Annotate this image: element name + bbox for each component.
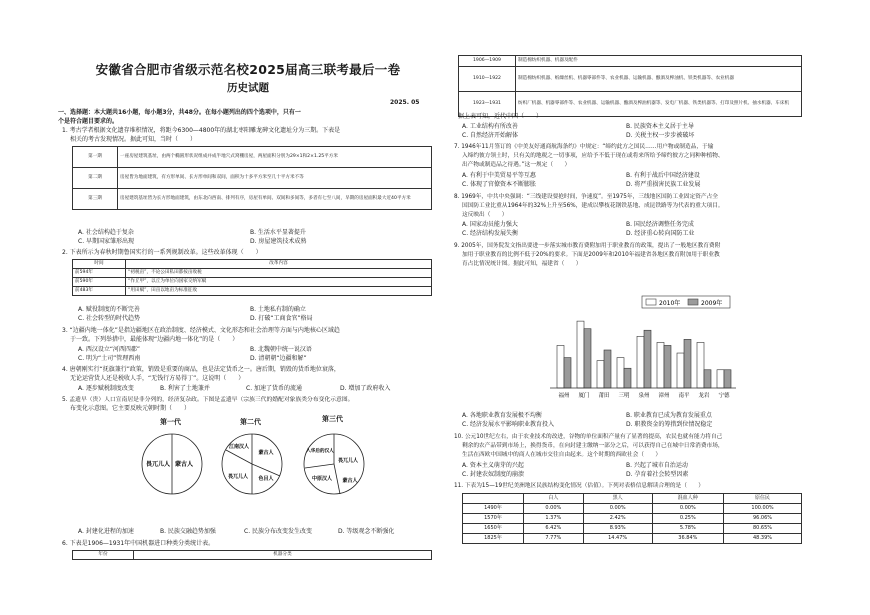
q5-option-b[interactable]: B. 民族交融趋势加强 [160, 528, 216, 535]
bar-2010-0 [557, 345, 564, 388]
legend-label-2010: 2010年 [659, 300, 681, 307]
x-tick-label: 福州 [558, 393, 570, 399]
q11-cell: 1.37% [524, 514, 584, 524]
q2-cell: 前590年 [73, 278, 126, 287]
q8-stem-3: 这反映出（ ） [462, 212, 508, 218]
x-tick-label: 龙岩 [698, 393, 710, 399]
q4-option-b[interactable]: B. 利害了土地兼并 [160, 385, 210, 392]
q8-stem-2: 国国防工业比重从1964年的32%上升至56%，建成以攀枝花钢铁基地、成昆铁路等为代表的重大项目。 [462, 203, 724, 209]
exam-subtitle: 历史试题 [227, 82, 269, 94]
q11-cell: 96.06% [724, 514, 802, 524]
q9-stem-1: 9. 2005年，国务院发文指出要进一步落实城市教育费附加用于职业教育的政策，提出了一般地区教育费附 [454, 243, 721, 249]
q2-option-b[interactable]: B. 土地私有制的确立 [250, 306, 306, 313]
x-tick-label: 莆田 [598, 393, 610, 399]
q10-option-b[interactable]: B. 兴起了城市自治运动 [626, 462, 688, 469]
q11-table [462, 493, 802, 544]
q6-stem: 6. 下表是1906—1931年中国机器进口种类分类统计表。 [62, 540, 215, 547]
q11-cell: 100.00% [724, 504, 802, 514]
table-row [73, 260, 432, 269]
q2-option-c[interactable]: C. 社会转型的时代趋势 [78, 315, 141, 322]
q1-option-b[interactable]: B. 生活水平显著提升 [250, 229, 306, 236]
q3-option-c[interactable]: C. 明为“土司”管理西南 [78, 355, 141, 362]
q11-cell: 1490年 [463, 504, 524, 514]
q2-cell: 前594年 [73, 269, 126, 278]
q11-cell: 5.78% [652, 524, 724, 534]
q11-cell: 1570年 [463, 514, 524, 524]
q11-cell: 1825年 [463, 534, 524, 544]
exam-date: 2025. 05 [390, 99, 420, 106]
q10-stem-3: 生活在西欧中国城中的商人在城市交往自由起来。这个时期的西欧社会（ ） [462, 452, 662, 458]
table-row [459, 67, 802, 92]
q3-stem-1: 3. “边疆内地一体化”是指边疆地区在政治制度、经济模式、文化形态和社会治理等方面与内地核心区域趋 [62, 327, 340, 334]
q6-cell: 制造棉纺织机器、机器及配件 [516, 56, 802, 67]
q11-cell: 0.00% [583, 504, 652, 514]
q9-option-c[interactable]: C. 经济发展水平影响职业教育投入 [462, 421, 555, 428]
pie-1-slice-label: 畏兀儿人 [145, 461, 171, 468]
q2-option-d[interactable]: D. 打破“工商食官”格局 [250, 315, 313, 322]
q4-option-c[interactable]: C. 加速了货币的流通 [246, 385, 303, 392]
q7-stem-2: 入缔约彼方领土时，只有关的地税之一切事项，应给予不低于现在或将来所给予缔约彼方之同种种植物、 [462, 153, 724, 159]
q6-cell: 纺织厂机器、机器零部件等、农业机器、运输机器、酿酒及榨油机器等、发电厂机器、铁类机器等、打印及照片机、抽水机器、车床机 [516, 92, 802, 117]
legend-swatch-2010 [646, 299, 656, 305]
q1-stem-1: 1. 考古学者根据文化遗存堆积情况，将距今6300—4800年的湖北枣阳雕龙碑文化遗址分为三期。下表是 [62, 127, 341, 134]
table-row [463, 514, 802, 524]
q3-option-a[interactable]: A. 西汉设立“河西四郡” [78, 346, 141, 353]
q1-row-label: 第二期 [73, 168, 118, 189]
q9-option-d[interactable]: D. 职教资金的筹措到位情况稳定 [626, 421, 713, 428]
q8-option-b[interactable]: B. 国民经济调整任务完成 [626, 221, 694, 228]
q3-option-d[interactable]: D. 清朝朝“边疆和解” [250, 355, 307, 362]
q6-cell: 1923—1931 [459, 92, 516, 117]
q6-option-c[interactable]: C. 自然经济开始解体 [462, 132, 519, 139]
q11-header: 黑人 [583, 494, 652, 504]
pie-2-slice-label: 畏兀儿人 [227, 474, 249, 480]
table-row [463, 504, 802, 514]
pie-3-slice-label: 畏兀儿人 [337, 458, 359, 464]
q5-stem-1: 5. 孟遗早（贵）人口宣南居是非分列的，经济复杂政。下图是孟遗早（宗族三代的婚配对象族类分布变化示意图。 [62, 397, 354, 403]
q9-option-a[interactable]: A. 各地职业教育发展极不均衡 [462, 412, 542, 419]
q4-option-a[interactable]: A. 逐步赋税制度改变 [78, 385, 134, 392]
x-tick-label: 南平 [678, 393, 690, 399]
table-row [73, 551, 432, 560]
bar-2010-7 [697, 342, 704, 388]
bar-2009-2 [604, 350, 611, 388]
bar-2009-3 [624, 368, 631, 388]
q11-header: 原住民 [724, 494, 802, 504]
q11-stem: 11. 下表为15—19世纪美洲地区民族结构变化情况（估值）。下列对表格信息解读合理的是（ ） [454, 483, 704, 489]
q10-stem-1: 10. 公元10世纪左右，由于农业技术的改进，谷物的单位面积产量有了显著的提高，农民也就有能力将自己 [454, 434, 723, 440]
bar-2009-0 [564, 358, 571, 388]
q11-cell: 8.93% [583, 524, 652, 534]
q1-row-text: 一座房屋建筑基址，由两个椭圆形状况组成并成半地穴式窝棚房屋，两屋面积分别为29×1和2×1.25平方米 [118, 147, 432, 168]
q11-cell: 0.00% [524, 504, 584, 514]
bar-2010-2 [597, 361, 604, 388]
legend-swatch-2009 [688, 299, 698, 305]
pie-3 [304, 434, 364, 494]
table-row [73, 269, 432, 278]
pie-1-slice-label: 蒙古人 [174, 461, 194, 468]
chart-x-labels [558, 391, 730, 399]
q2-option-a[interactable]: A. 赋役制度的不断完善 [78, 306, 140, 313]
q2-cell: “作丘甲”，以丘为单位向国家交纳军赋 [126, 278, 432, 287]
q1-table [72, 146, 432, 210]
q5-option-a[interactable]: A. 封建化进程的加速 [78, 528, 134, 535]
table-row [73, 287, 432, 296]
q11-header [463, 494, 524, 504]
q9-stem-2: 加用于职业教育的比例不低于20%的要求。下面是2009年和2010年福建省各地区教育附加用于职业教 [462, 252, 720, 258]
pie-3-slice-label: 中原汉人 [311, 476, 333, 482]
x-tick-label: 泉州 [638, 393, 650, 399]
chart-legend [642, 296, 730, 308]
q7-stem-1: 7. 1946年11月签订的《中美友好通商航海条约》中规定：“缔约此方之国民……用户物或制造品，于输 [454, 144, 714, 150]
bar-2009-1 [584, 329, 591, 388]
pie-2 [222, 434, 282, 494]
q6-header-year: 年份 [73, 551, 134, 560]
q2-cell: “用田赋”，田亩以地亩为标准征收 [126, 287, 432, 296]
q2-table [72, 259, 432, 296]
q4-option-d[interactable]: D. 增加了政府收入 [340, 385, 391, 392]
bar-2010-5 [657, 342, 664, 388]
q6-cell: 1906—1909 [459, 56, 516, 67]
q2-cell: 前483年 [73, 287, 126, 296]
table-row [73, 147, 432, 168]
bar-2009-5 [664, 345, 671, 388]
q11-cell: 48.39% [724, 534, 802, 544]
q6-option-a[interactable]: A. 工业结构有所改善 [462, 123, 518, 130]
q5-option-d[interactable]: D. 等级观念不断强化 [338, 528, 395, 535]
q7-option-d[interactable]: D. 将严重损害民族工业发展 [626, 181, 701, 188]
q6-option-b[interactable]: B. 民族资本主义居于主导 [626, 123, 694, 130]
q6-header-category: 机器分类 [134, 551, 432, 560]
table-row [459, 56, 802, 67]
q5-stem-2: 布变化示意图。它主要反映元朝时期（ ） [70, 405, 191, 412]
q11-cell: 2.42% [583, 514, 652, 524]
pie-3-slice-label: 蒙古人 [342, 478, 358, 484]
instructions-line-2: 个是符合题目要求的。 [58, 118, 119, 125]
q7-option-c[interactable]: C. 体现了官僚资本不断膨胀 [462, 181, 537, 188]
bar-2009-7 [704, 370, 711, 388]
q6-option-d[interactable]: D. 关税主权一步步被破坏 [626, 132, 695, 139]
q8-option-d[interactable]: D. 经济重心转向国防工业 [626, 230, 695, 237]
q10-option-a[interactable]: A. 资本主义萌芽的兴起 [462, 462, 524, 469]
q11-cell: 80.65% [724, 524, 802, 534]
bar-2009-6 [684, 339, 691, 388]
q1-option-a[interactable]: A. 社会结构趋于复杂 [78, 229, 134, 236]
q10-stem-2: 剩余的农产品带到市场上，换得货币，在向封建主缴纳一部分之后，可以获得自己在城中日常消费市场， [462, 443, 724, 449]
q11-header: 混血人种 [652, 494, 724, 504]
bar-2009-8 [724, 370, 731, 388]
q1-row-text: 房屋建筑基址皆为长方形地面建筑，由东北向西南、排列有序，房屋有单间、双间和多间等，多者有七至八间，早期的房屋面积最大近40平方米 [118, 189, 432, 210]
pie-1-title: 第一代 [160, 418, 181, 426]
q11-cell: 1650年 [463, 524, 524, 534]
q1-option-c[interactable]: C. 早期国家雏形出现 [78, 238, 135, 245]
q3-stem-2: 于一致。下列举措中，最能体现“边疆内地一体化”的是（ ） [70, 336, 239, 343]
q7-option-b[interactable]: B. 有利于战后中国经济建设 [626, 172, 700, 179]
pie-2-slice-label: 色目人 [258, 476, 274, 482]
exam-title: 安徽省合肥市省级示范名校2025届高三联考最后一卷 [95, 62, 401, 77]
q11-cell: 7.77% [524, 534, 584, 544]
q11-cell: 14.47% [583, 534, 652, 544]
pie-2-slice-label: 蒙古人 [258, 450, 274, 456]
bar-2010-3 [617, 358, 624, 388]
q2-stem: 2. 下表所示为春秋时期鲁国实行的一系列规制改革。这些改革体现（ ） [62, 249, 262, 256]
pie-3-title: 第三代 [322, 415, 343, 423]
pie-1 [142, 434, 202, 494]
x-tick-label: 漳州 [658, 393, 670, 399]
q3-option-b[interactable]: B. 北魏朝中统一说汉语 [250, 346, 312, 353]
q2-header-time: 时间 [73, 260, 126, 269]
q1-row-label: 第三期 [73, 189, 118, 210]
table-row [463, 494, 802, 504]
table-row [73, 189, 432, 210]
table-row [463, 524, 802, 534]
q7-option-a[interactable]: A. 有利于中美贸易平等互惠 [462, 172, 536, 179]
q5-option-c[interactable]: C. 民族分布改变发生改变 [244, 528, 313, 535]
x-tick-label: 三明 [618, 393, 630, 399]
q9-option-b[interactable]: B. 职业教育已成为教育发展重点 [626, 412, 712, 419]
q2-cell: “初税亩”，不论公田私田都按亩收税 [126, 269, 432, 278]
q9-bar-chart [540, 290, 740, 408]
table-row [463, 534, 802, 544]
bar-2010-1 [577, 321, 584, 388]
q11-cell: 0.00% [652, 504, 724, 514]
bar-2010-4 [637, 336, 644, 388]
table-row [73, 168, 432, 189]
q8-stem-1: 8. 1969年，中共中央强调：“三线建设要抢时间，争速度”。至1975年，三线地区国防工业固定资产占全 [454, 194, 718, 200]
bar-2010-8 [717, 370, 724, 388]
q7-stem-3: 出产物或制造品之待遇。”这一规定（ ） [462, 162, 571, 168]
bar-2010-6 [677, 353, 684, 388]
q11-cell: 0.25% [652, 514, 724, 524]
q2-header-content: 改革内容 [126, 260, 432, 269]
q1-option-d[interactable]: D. 房屋建筑技术成熟 [250, 238, 307, 245]
instructions-line-1: 一、选择题：本大题共16小题，每小题3分，共48分。在每小题列出的四个选项中，只有一 [58, 109, 301, 116]
bar-2009-4 [644, 330, 651, 388]
q6-cell: 1910—1922 [459, 67, 516, 92]
q11-cell: 6.42% [524, 524, 584, 534]
pie-2-slice-label: 江南汉人 [228, 444, 250, 450]
q10-option-c[interactable]: C. 封建农奴制度的崩溃 [462, 471, 525, 478]
q8-option-a[interactable]: A. 国家动员能力强大 [462, 221, 518, 228]
table-row [73, 278, 432, 287]
pie-3-slice-label: 入华后的汉人 [306, 449, 334, 454]
q4-stem-2: 无论运营货人还是税收人手，“无钱行方易得丁”。这说明（ ） [70, 375, 245, 382]
x-tick-label: 厦门 [578, 393, 590, 399]
q11-header: 白人 [524, 494, 584, 504]
q6-table [458, 55, 802, 117]
x-tick-label: 宁德 [718, 393, 730, 399]
q11-cell: 36.84% [652, 534, 724, 544]
q1-row-text: 房屋皆为地面建筑，有方形单间、长方形单间和双间，面积为十多平方米至几十平方米不等 [118, 168, 432, 189]
legend-label-2009: 2009年 [701, 300, 723, 307]
q6-cell: 制造棉纺织机器、纸缫丝机、机器零部件等、农业机器、运输机器、酿酒及榨油机、铁类机器等、农业机器 [516, 67, 802, 92]
q1-stem-2: 相关的考古发现情况。据此可知，当时（ ） [70, 136, 197, 143]
q4-stem-1: 4. 唐朝刚实行“抚旗兼行”政策，销毁是重要的商品，也是法定货币之一。唐后期，销毁的货币地位衰落， [62, 366, 340, 373]
q6-tail: 据上表可知，近代中国（ ） [458, 113, 543, 120]
q10-option-d[interactable]: D. 孕育着社会转型因素 [626, 471, 689, 478]
q8-option-c[interactable]: C. 经济结构发展失衡 [462, 230, 519, 237]
q5-pie-charts [140, 428, 380, 518]
q6-table-head [72, 550, 432, 560]
pie-2-title: 第二代 [240, 418, 261, 426]
q9-stem-3: 育占比情况统计图。据此可知，福建省（ ） [462, 261, 582, 267]
q1-row-label: 第一期 [73, 147, 118, 168]
